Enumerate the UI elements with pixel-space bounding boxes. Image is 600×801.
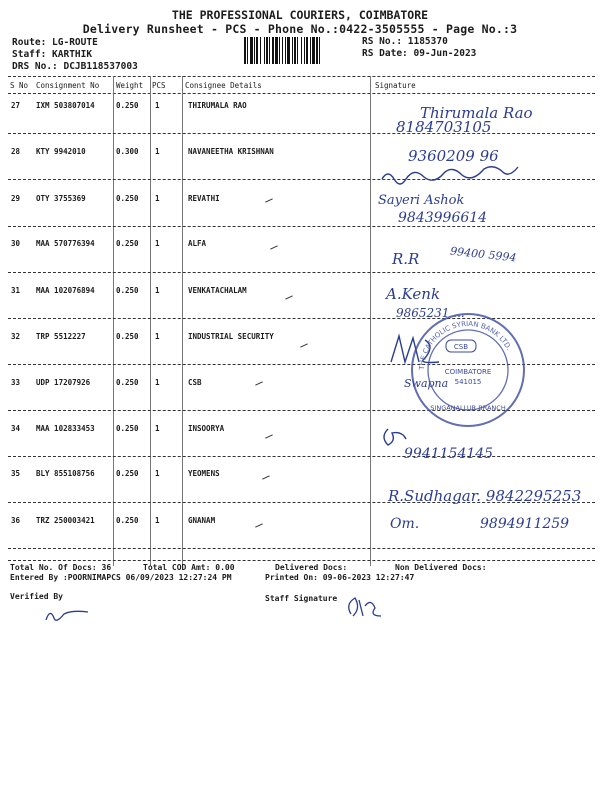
row-consignment: OTY 3755369 <box>36 194 86 203</box>
row-consignee: GNANAM <box>188 516 216 525</box>
row-consignment: BLY 855108756 <box>36 469 95 478</box>
barcode-bar <box>310 37 311 64</box>
row-consignee: NAVANEETHA KRISHNAN <box>188 147 274 156</box>
row-divider <box>8 226 595 227</box>
column-divider <box>370 76 371 566</box>
pen-mark <box>300 343 308 347</box>
col-consignment: Consignment No <box>36 81 100 90</box>
barcode-bar <box>316 37 318 64</box>
barcode-bar <box>319 37 320 64</box>
row-weight: 0.250 <box>116 194 139 203</box>
barcode-bar <box>282 37 283 64</box>
staff-label: Staff: KARTHIK <box>12 49 93 60</box>
row-sno: 31 <box>11 286 21 295</box>
col-pcs: PCS <box>152 81 166 90</box>
row-sno: 36 <box>11 516 21 525</box>
barcode-bar <box>306 37 308 64</box>
row-divider <box>8 548 595 549</box>
total-docs: Total No. Of Docs: 36 <box>10 563 112 572</box>
signature-33-name: Swapna <box>404 377 449 390</box>
row-pcs: 1 <box>155 424 160 433</box>
row-weight: 0.300 <box>116 147 139 156</box>
row-weight: 0.250 <box>116 332 139 341</box>
barcode-bar <box>301 37 302 64</box>
barcode-bar <box>256 37 258 64</box>
row-consignee: YEOMENS <box>188 469 220 478</box>
row-weight: 0.250 <box>116 516 139 525</box>
row-divider <box>8 272 595 273</box>
bank-stamp <box>408 310 528 430</box>
staff-signature-label: Staff Signature <box>265 594 338 603</box>
barcode-bar <box>294 37 296 64</box>
row-consignment: MAA 102076894 <box>36 286 95 295</box>
row-sno: 35 <box>11 469 21 478</box>
signature-36-name: Om. <box>390 516 420 532</box>
barcode-bar <box>279 37 280 64</box>
verified-by: Verified By <box>10 592 63 601</box>
total-cod: Total COD Amt: 0.00 <box>143 563 235 572</box>
signature-31-phone: 9865231 ... <box>396 306 465 320</box>
signature-34-phone: 9941154145 <box>404 446 494 462</box>
drs-number: DRS No.: DCJB118537003 <box>12 61 138 72</box>
rs-date: RS Date: 09-Jun-2023 <box>362 48 477 59</box>
signature-29-name: Sayeri Ashok <box>378 193 465 208</box>
pen-mark <box>255 381 263 385</box>
row-weight: 0.250 <box>116 469 139 478</box>
row-consignee: REVATHI <box>188 194 220 203</box>
row-sno: 34 <box>11 424 21 433</box>
row-consignee: THIRUMALA RAO <box>188 101 247 110</box>
row-weight: 0.250 <box>116 101 139 110</box>
row-divider <box>8 133 595 134</box>
stamp-code: 541015 <box>454 378 482 386</box>
row-consignment: IXM 503807014 <box>36 101 95 110</box>
header-rule-bottom <box>8 93 595 94</box>
barcode-bar <box>269 37 270 64</box>
signature-27-name: Thirumala Rao <box>420 104 533 122</box>
col-consignee: Consignee Details <box>185 81 262 90</box>
staff-signature-mark <box>343 592 383 622</box>
row-consignment: TRZ 250003421 <box>36 516 95 525</box>
barcode-bar <box>292 37 293 64</box>
row-sno: 32 <box>11 332 21 341</box>
row-pcs: 1 <box>155 378 160 387</box>
stamp-branch: SINGANALLUR BRANCH <box>430 404 506 412</box>
col-signature: Signature <box>375 81 416 90</box>
signature-30-phone: 99400 5994 <box>449 244 517 265</box>
signature-28-scribble <box>378 165 538 187</box>
stamp-top-text: THE CATHOLIC SYRIAN BANK LTD. <box>417 319 513 371</box>
barcode-bar <box>304 37 305 64</box>
signature-27-phone: 8184703105 <box>396 118 492 136</box>
row-sno: 30 <box>11 239 21 248</box>
barcode-bar <box>266 37 268 64</box>
column-divider <box>113 76 114 566</box>
row-consignee: VENKATACHALAM <box>188 286 247 295</box>
row-weight: 0.250 <box>116 424 139 433</box>
row-consignment: TRP 5512227 <box>36 332 86 341</box>
row-consignment: MAA 570776394 <box>36 239 95 248</box>
non-delivered-docs: Non Delivered Docs: <box>395 563 487 572</box>
row-pcs: 1 <box>155 286 160 295</box>
company-title: THE PROFESSIONAL COURIERS, COIMBATORE <box>171 8 429 22</box>
barcode-bar <box>297 37 298 64</box>
pen-mark <box>285 295 293 299</box>
barcode-bar <box>285 37 286 64</box>
row-pcs: 1 <box>155 194 160 203</box>
barcode-bar <box>264 37 265 64</box>
table-end-rule <box>8 560 595 561</box>
row-consignment: MAA 102833453 <box>36 424 95 433</box>
row-pcs: 1 <box>155 516 160 525</box>
signature-31-name: A.Kenk <box>386 285 441 303</box>
row-consignee: INDUSTRIAL SECURITY <box>188 332 274 341</box>
signature-35-name: R.Sudhagar. 9842295253 <box>388 487 582 505</box>
row-pcs: 1 <box>155 147 160 156</box>
row-pcs: 1 <box>155 332 160 341</box>
barcode-bar <box>287 37 290 64</box>
row-consignment: KTY 9942010 <box>36 147 86 156</box>
row-consignee: ALFA <box>188 239 207 248</box>
delivered-docs: Delivered Docs: <box>275 563 348 572</box>
header-rule-top <box>8 76 595 77</box>
printed-on: Printed On: 09-06-2023 12:27:47 <box>265 573 415 582</box>
col-weight: Weight <box>116 81 144 90</box>
row-sno: 33 <box>11 378 21 387</box>
barcode-bar <box>260 37 261 64</box>
column-divider <box>150 76 151 566</box>
barcode-bar <box>247 37 248 64</box>
row-sno: 28 <box>11 147 21 156</box>
signature-28-phone: 9360209 96 <box>408 147 499 165</box>
pen-mark <box>255 523 263 527</box>
pen-mark <box>270 245 278 249</box>
row-consignee: CSB <box>188 378 202 387</box>
row-pcs: 1 <box>155 469 160 478</box>
pen-mark <box>265 198 273 202</box>
row-weight: 0.250 <box>116 286 139 295</box>
signature-36-phone: 9894911259 <box>480 516 570 532</box>
row-sno: 27 <box>11 101 21 110</box>
runsheet-subtitle: Delivery Runsheet - PCS - Phone No.:0422-3505555 - Page No.:3 <box>82 22 518 36</box>
row-sno: 29 <box>11 194 21 203</box>
route-label: Route: LG-ROUTE <box>12 37 98 48</box>
row-divider <box>8 456 595 457</box>
pen-mark <box>262 475 270 479</box>
row-consignee: INSOORYA <box>188 424 225 433</box>
barcode-bar <box>254 37 255 64</box>
row-pcs: 1 <box>155 101 160 110</box>
stamp-name: CSB <box>453 343 469 351</box>
barcode-bar <box>244 37 246 64</box>
barcode-bar <box>272 37 274 64</box>
col-sno: S No <box>10 81 29 90</box>
column-divider <box>182 76 183 566</box>
rs-number: RS No.: 1185370 <box>362 36 448 47</box>
row-consignment: UDP 17207926 <box>36 378 91 387</box>
row-weight: 0.250 <box>116 239 139 248</box>
barcode-bar <box>250 37 253 64</box>
barcode-bar <box>275 37 278 64</box>
pen-mark <box>265 434 273 438</box>
signature-30-name: R.R <box>392 250 420 268</box>
barcode <box>243 37 355 64</box>
row-weight: 0.250 <box>116 378 139 387</box>
row-pcs: 1 <box>155 239 160 248</box>
verified-by-signature <box>42 604 92 624</box>
entered-by: Entered By :POORNIMAPCS 06/09/2023 12:27:24 PM <box>10 573 232 582</box>
barcode-bar <box>312 37 315 64</box>
stamp-city: COIMBATORE <box>444 368 492 376</box>
signature-29-phone: 9843996614 <box>398 210 488 226</box>
